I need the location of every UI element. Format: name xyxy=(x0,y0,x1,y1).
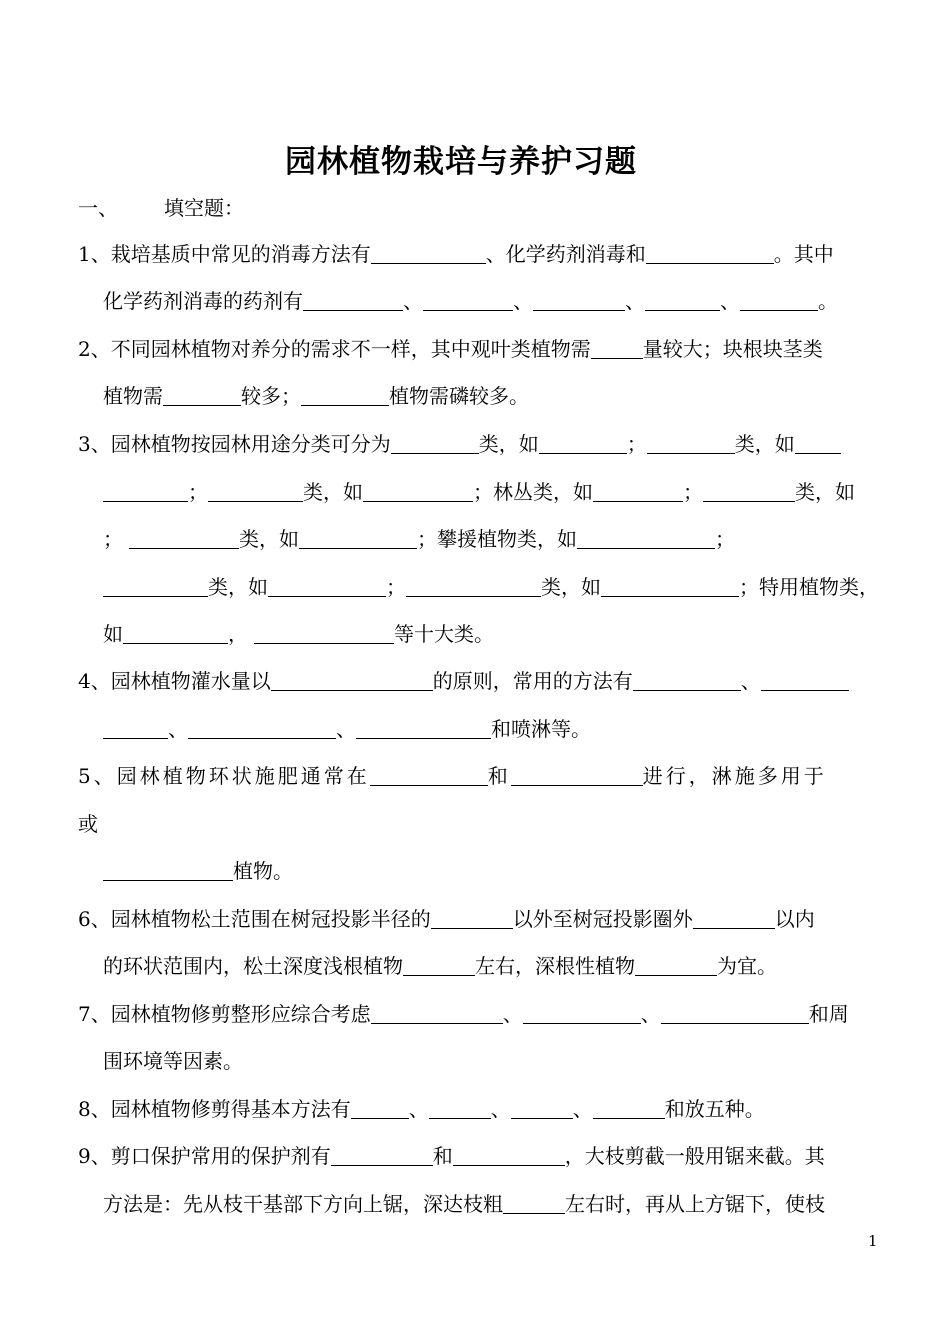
answer-blank[interactable] xyxy=(647,433,735,454)
answer-blank[interactable] xyxy=(163,385,241,406)
answer-blank[interactable] xyxy=(429,1098,491,1119)
question-8-line-1: 8、园林植物修剪得基本方法有 、 、 、 和放五种。 xyxy=(78,1097,765,1121)
answer-blank[interactable] xyxy=(403,955,475,976)
answer-blank[interactable] xyxy=(268,576,386,597)
question-6-line-1: 6、园林植物松土范围在树冠投影半径的 以外至树冠投影圈外 以内 xyxy=(78,907,815,931)
question-2-line-1: 2、不同园林植物对养分的需求不一样，其中观叶类植物需 量较大；块根块茎类 xyxy=(78,337,823,361)
answer-blank[interactable] xyxy=(593,1098,665,1119)
question-7-line-2: 围环境等因素。 xyxy=(103,1049,243,1073)
answer-blank[interactable] xyxy=(254,623,394,644)
answer-blank[interactable] xyxy=(188,718,336,739)
answer-blank[interactable] xyxy=(271,670,433,691)
answer-blank[interactable] xyxy=(533,290,625,311)
question-5-line-3: 植物。 xyxy=(103,857,903,885)
answer-blank[interactable] xyxy=(103,576,208,597)
answer-blank[interactable] xyxy=(646,243,774,264)
answer-blank[interactable] xyxy=(511,765,643,786)
answer-blank[interactable] xyxy=(351,1098,409,1119)
question-3-line-1: 3、园林植物按园林用途分类可分为 类，如 ； 类，如 xyxy=(78,430,878,458)
answer-blank[interactable] xyxy=(331,1145,433,1166)
answer-blank[interactable] xyxy=(539,433,627,454)
question-7-line-1: 7、园林植物修剪整形应综合考虑 、 、 和周 xyxy=(78,1002,849,1026)
question-9-line-2: 方法是：先从枝干基部下方向上锯，深达枝粗 左右时，再从上方锯下，使枝 xyxy=(103,1192,825,1216)
answer-blank[interactable] xyxy=(423,290,513,311)
question-5-line-1: 5、园林植物环状施肥通常在 和 进行，淋施多用于 xyxy=(78,764,827,788)
question-3-line-2: ； 类，如 ；林丛类，如 ； 类，如 xyxy=(103,478,903,506)
answer-blank[interactable] xyxy=(123,623,228,644)
section-heading xyxy=(78,194,878,222)
question-1-line-2: 化学药剂消毒的药剂有 、 、 、 、 。 xyxy=(103,289,838,313)
question-3-line-4: 类，如 ； 类，如 ；特用植物类， xyxy=(103,573,903,601)
answer-blank[interactable] xyxy=(511,1098,573,1119)
answer-blank[interactable] xyxy=(103,481,188,502)
question-2-line-2: 植物需 较多； 植物需磷较多。 xyxy=(103,384,529,408)
answer-blank[interactable] xyxy=(208,481,303,502)
answer-blank[interactable] xyxy=(370,765,488,786)
answer-blank[interactable] xyxy=(356,718,491,739)
answer-blank[interactable] xyxy=(363,481,473,502)
answer-blank[interactable] xyxy=(577,528,715,549)
answer-blank[interactable] xyxy=(693,908,775,929)
answer-blank[interactable] xyxy=(795,433,841,454)
answer-blank[interactable] xyxy=(371,1003,503,1024)
answer-blank[interactable] xyxy=(406,576,541,597)
answer-blank[interactable] xyxy=(593,481,683,502)
question-9-line-1: 9、剪口保护常用的保护剂有 和 ，大枝剪截一般用锯来截。其 xyxy=(78,1144,825,1168)
answer-blank[interactable] xyxy=(103,718,168,739)
answer-blank[interactable] xyxy=(303,290,403,311)
answer-blank[interactable] xyxy=(129,528,239,549)
question-6-line-2: 的环状范围内，松土深度浅根植物 左右，深根性植物 为宜。 xyxy=(103,954,777,978)
answer-blank[interactable] xyxy=(103,860,233,881)
answer-blank[interactable] xyxy=(601,576,739,597)
answer-blank[interactable] xyxy=(391,433,479,454)
answer-blank[interactable] xyxy=(371,243,486,264)
question-5-line-2: 或 xyxy=(78,812,98,836)
answer-blank[interactable] xyxy=(523,1003,641,1024)
question-1-line-1: 1、栽培基质中常见的消毒方法有 、化学药剂消毒和 。其中 xyxy=(78,242,834,266)
answer-blank[interactable] xyxy=(703,481,795,502)
answer-blank[interactable] xyxy=(299,528,417,549)
answer-blank[interactable] xyxy=(633,670,741,691)
answer-blank[interactable] xyxy=(301,385,389,406)
section-number: 一、 xyxy=(78,196,118,220)
answer-blank[interactable] xyxy=(635,955,717,976)
answer-blank[interactable] xyxy=(431,908,513,929)
answer-blank[interactable] xyxy=(453,1145,565,1166)
answer-blank[interactable] xyxy=(761,670,849,691)
answer-blank[interactable] xyxy=(503,1193,565,1214)
question-3-line-3: ； 类，如 ；攀援植物类，如 ； xyxy=(103,527,735,551)
answer-blank[interactable] xyxy=(740,290,818,311)
section-label: 填空题： xyxy=(164,196,244,220)
question-4-line-2: 、 、 和喷淋等。 xyxy=(103,715,903,743)
answer-blank[interactable] xyxy=(661,1003,809,1024)
question-4-line-1: 4、园林植物灌水量以 的原则，常用的方法有 、 xyxy=(78,667,878,695)
question-3-line-5: 如 ， 等十大类。 xyxy=(103,622,494,646)
document-title: 园林植物栽培与养护习题 xyxy=(285,144,637,180)
answer-blank[interactable] xyxy=(591,338,643,359)
answer-blank[interactable] xyxy=(645,290,720,311)
page-number: 1 xyxy=(868,1232,878,1250)
